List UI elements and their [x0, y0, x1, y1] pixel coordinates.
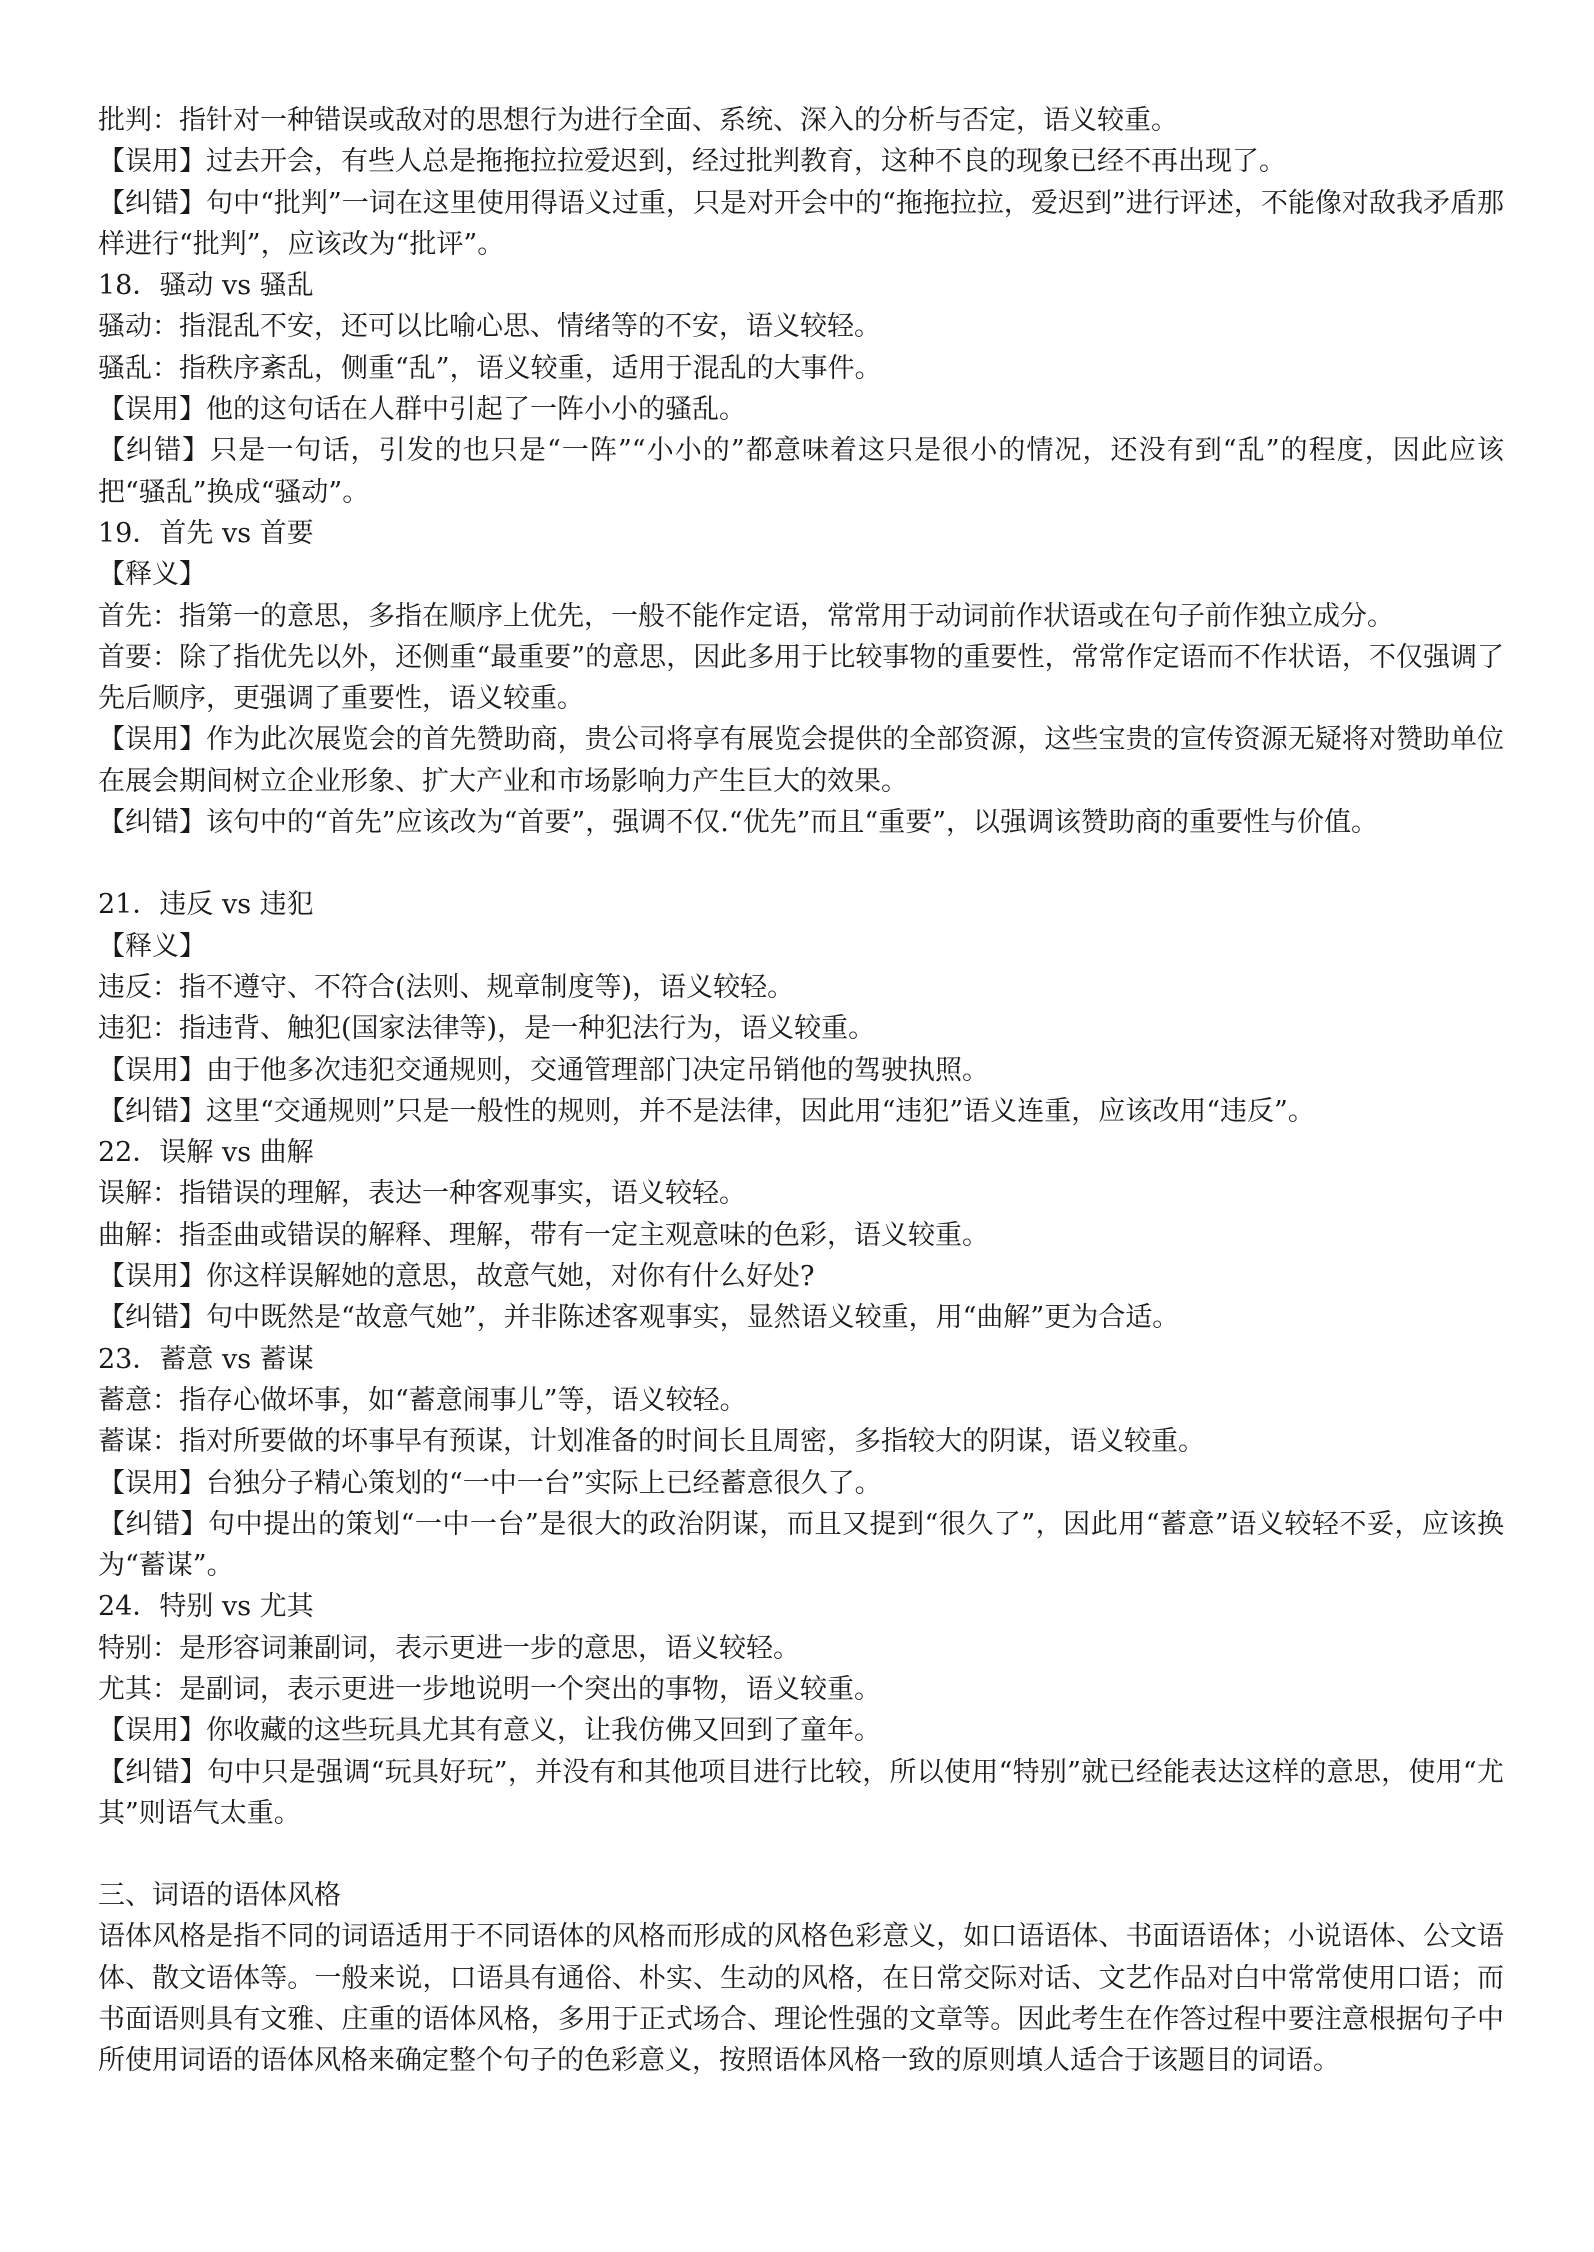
- text-line: 【误用】你这样误解她的意思，故意气她，对你有什么好处?: [98, 1261, 815, 1293]
- text-line: 【误用】台独分子精心策划的“一中一台”实际上已经蓄意很久了。: [98, 1467, 882, 1499]
- text-line: 【误用】过去开会，有些人总是拖拖拉拉爱迟到，经过批判教育，这种不良的现象已经不再出现了。: [98, 146, 1286, 178]
- text-line: 语体风格是指不同的词语适用于不同语体的风格而形成的风格色彩意义，如口语语体、书面语语体；小说语体、公文语体、散文语体等。一般来说，口语具有通俗、朴实、生动的风格，在日常交际对话、文艺作品对白中常常使用口语；而书面语则具有文雅、庄重的语体风格，多用于正式场合、理论性强的文章等。因此考生在作答过程中要注意根据句子中所使用词语的语体风格来确定整个句子的色彩意义，按照语体风格一致的原则填人适合于该题目的词语。: [98, 1921, 1504, 2077]
- text-line: 首先：指第一的意思，多指在顺序上优先，一般不能作定语，常常用于动词前作状语或在句子前作独立成分。: [98, 600, 1394, 632]
- section-heading: 24．特别 vs 尤其: [98, 1591, 314, 1623]
- text-line: 骚动：指混乱不安，还可以比喻心思、情绪等的不安，语义较轻。: [98, 311, 881, 343]
- blank-line: [98, 843, 1504, 884]
- section-heading: 19．首先 vs 首要: [98, 517, 314, 549]
- text-line: 曲解：指歪曲或错误的解释、理解，带有一定主观意味的色彩，语义较重。: [98, 1219, 989, 1251]
- blank-line: [98, 1834, 1504, 1875]
- text-line: 【释义】: [98, 559, 206, 591]
- text-line: 违反：指不遵守、不符合(法则、规章制度等)，语义较轻。: [98, 971, 795, 1003]
- section-heading: 21．违反 vs 违犯: [98, 889, 314, 921]
- text-line: 批判：指针对一种错误或敌对的思想行为进行全面、系统、深入的分析与否定，语义较重。: [98, 105, 1178, 136]
- text-line: 首要：除了指优先以外，还侧重“最重要”的意思，因此多用于比较事物的重要性，常常作定语而不作状语，不仅强调了先后顺序，更强调了重要性，语义较重。: [98, 641, 1504, 715]
- text-line: 特别：是形容词兼副词，表示更进一步的意思，语义较轻。: [98, 1632, 800, 1664]
- section-heading: 23．蓄意 vs 蓄谋: [98, 1343, 314, 1375]
- text-line: 骚乱：指秩序紊乱，侧重“乱”，语义较重，适用于混乱的大事件。: [98, 352, 882, 384]
- text-line: 【释义】: [98, 930, 206, 962]
- text-line: 【纠错】句中既然是“故意气她”，并非陈述客观事实，显然语义较重，用“曲解”更为合适。: [98, 1302, 1180, 1334]
- text-line: 蓄意：指存心做坏事，如“蓄意闹事儿”等，语义较轻。: [98, 1384, 747, 1416]
- text-line: 【纠错】该句中的“首先”应该改为“首要”，强调不仅.“优先”而且“重要”，以强调该赞助商的重要性与价值。: [98, 807, 1379, 839]
- text-line: 【误用】作为此次展览会的首先赞助商，贵公司将享有展览会提供的全部资源，这些宝贵的宣传资源无疑将对赞助单位在展会期间树立企业形象、扩大产业和市场影响力产生巨大的效果。: [98, 724, 1504, 797]
- text-line: 【纠错】只是一句话，引发的也只是“一阵”“小小的”都意味着这只是很小的情况，还没有到“乱”的程度，因此应该把“骚乱”换成“骚动”。: [98, 435, 1504, 508]
- text-line: 蓄谋：指对所要做的坏事早有预谋，计划准备的时间长且周密，多指较大的阴谋，语义较重。: [98, 1426, 1205, 1458]
- text-line: 【纠错】句中“批判”一词在这里使用得语义过重，只是对开会中的“拖拖拉拉，爱迟到”进行评述，不能像对敌我矛盾那样进行“批判”，应该改为“批评”。: [98, 187, 1504, 260]
- text-line: 【误用】他的这句话在人群中引起了一阵小小的骚乱。: [98, 394, 746, 426]
- section-heading: 18．骚动 vs 骚乱: [98, 270, 314, 302]
- text-line: 【纠错】这里“交通规则”只是一般性的规则，并不是法律，因此用“违犯”语义连重，应该改用“违反”。: [98, 1095, 1315, 1127]
- text-line: 【误用】你收藏的这些玩具尤其有意义，让我仿佛又回到了童年。: [98, 1715, 881, 1747]
- section-heading: 22．误解 vs 曲解: [98, 1137, 314, 1169]
- text-line: 【误用】由于他多次违犯交通规则，交通管理部门决定吊销他的驾驶执照。: [98, 1054, 989, 1086]
- text-line: 尤其：是副词，表示更进一步地说明一个突出的事物，语义较重。: [98, 1673, 881, 1705]
- section-heading: 三、词语的语体风格: [98, 1880, 341, 1912]
- text-line: 违犯：指违背、触犯(国家法律等)，是一种犯法行为，语义较重。: [98, 1013, 876, 1045]
- text-line: 误解：指错误的理解，表达一种客观事实，语义较轻。: [98, 1178, 746, 1210]
- text-line: 【纠错】句中提出的策划“一中一台”是很大的政治阴谋，而且又提到“很久了”，因此用“蓄意”语义较轻不妥，应该换为“蓄谋”。: [98, 1508, 1504, 1582]
- text-line: 【纠错】句中只是强调“玩具好玩”，并没有和其他项目进行比较，所以使用“特别”就已经能表达这样的意思，使用“尤其”则语气太重。: [98, 1756, 1504, 1829]
